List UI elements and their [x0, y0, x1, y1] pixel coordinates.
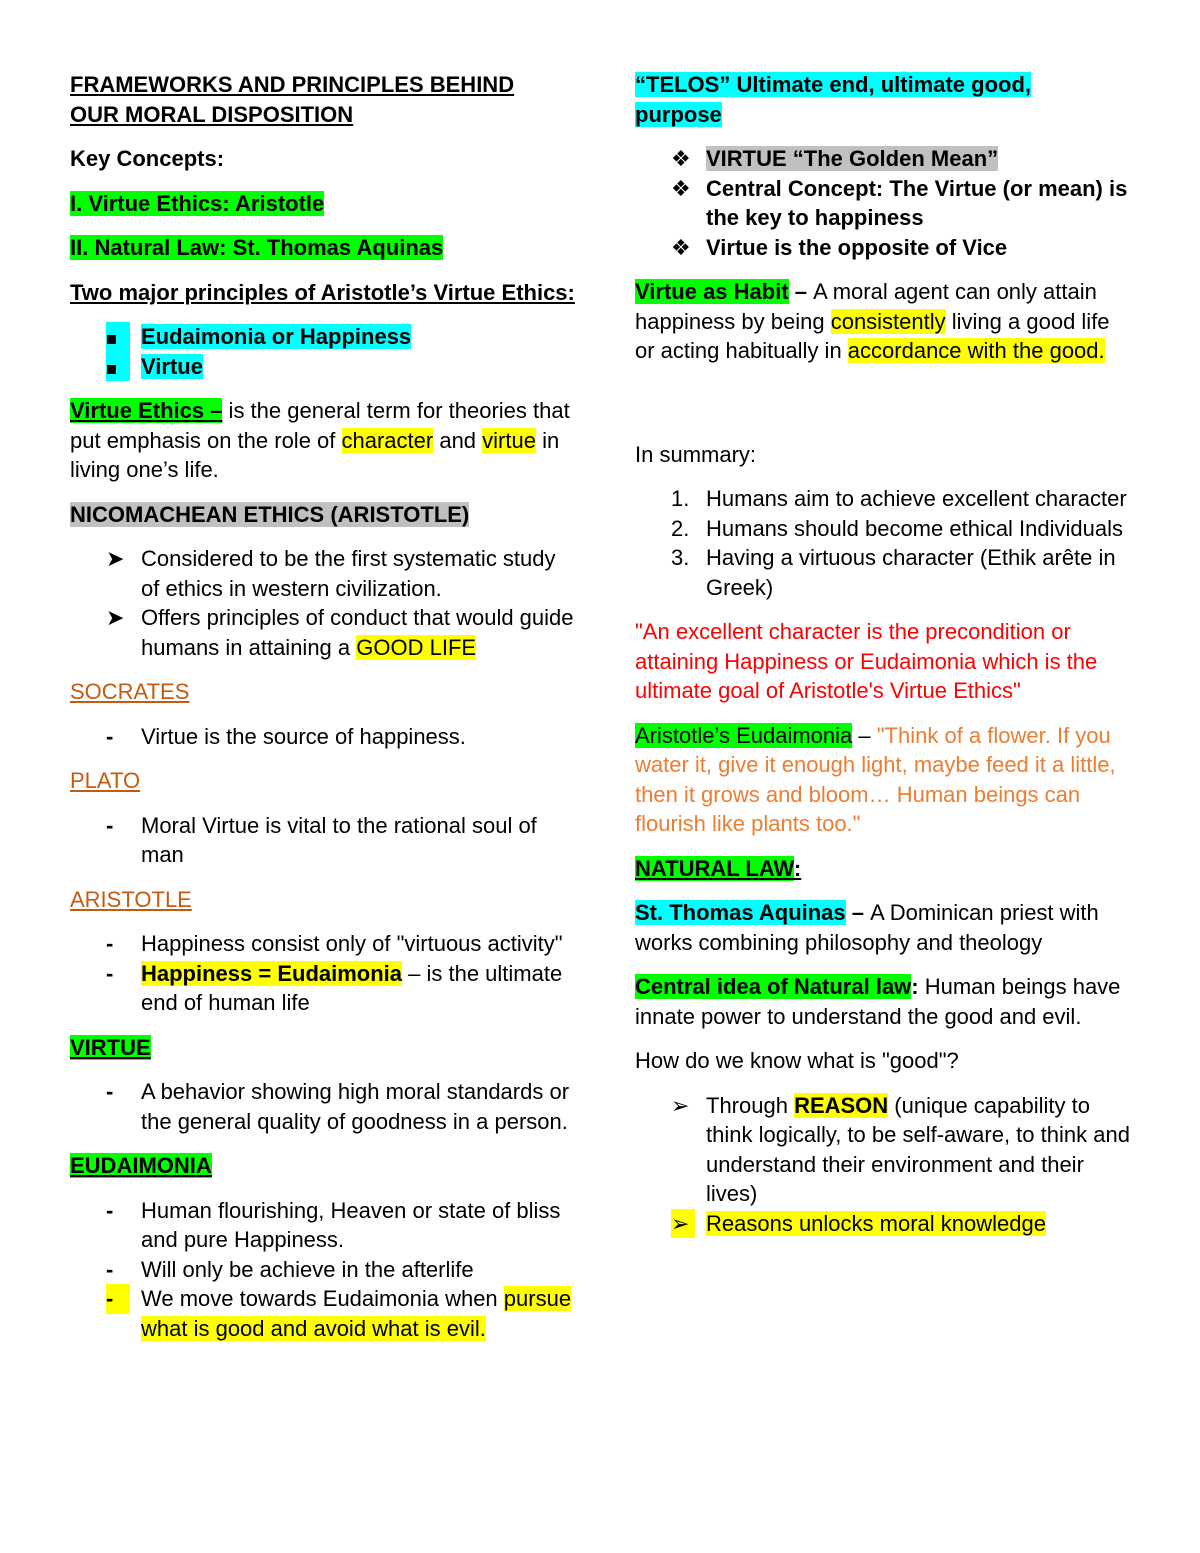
list-item: 1. Humans aim to achieve excellent character	[635, 484, 1135, 514]
central-idea: Central idea of Natural law: Human beings have innate power to understand the good and evil.	[635, 974, 1121, 1029]
list-item: - Virtue is the source of happiness.	[70, 722, 575, 752]
concept-virtue-ethics: I. Virtue Ethics: Aristotle	[70, 190, 325, 216]
arrow-bullet-icon: ➢	[671, 1209, 695, 1239]
list-item: ➢ Through REASON (unique capability to think logically, to be self-aware, to think and understand their environment and their lives)	[671, 1092, 1130, 1206]
arrow-bullet-icon: ➤	[106, 546, 125, 571]
list-item: - Happiness = Eudaimonia – is the ultimate end of human life	[106, 960, 563, 1015]
dash-bullet-icon: -	[106, 960, 114, 986]
right-column	[635, 70, 1135, 1253]
socrates-heading: SOCRATES	[70, 679, 190, 704]
excellent-character-quote: "An excellent character is the precondition or attaining Happiness or Eudaimonia which is the ultimate goal of Aristotle's Virtue Ethics"	[635, 619, 1098, 703]
nicomachean-heading: NICOMACHEAN ETHICS (ARISTOTLE)	[70, 501, 470, 527]
eudaimonia-heading: EUDAIMONIA	[70, 1153, 212, 1178]
list-number: 3.	[671, 545, 690, 570]
list-item: 3. Having a virtuous character (Ethik arête in Greek)	[671, 545, 1116, 600]
eudaimonia-list	[70, 1196, 575, 1344]
dash-bullet-icon: -	[106, 931, 114, 956]
list-item: ❖ VIRTUE “The Golden Mean”	[635, 144, 1135, 174]
socrates-list	[70, 722, 575, 752]
natural-law-heading: NATURAL LAW:	[635, 855, 802, 881]
virtue-mean-list	[635, 144, 1135, 262]
blank-line	[635, 381, 1135, 410]
how-good-question: How do we know what is "good"?	[635, 1048, 959, 1073]
square-bullet-icon	[106, 322, 130, 352]
aristotle-list	[70, 929, 575, 1018]
dash-bullet-icon: -	[106, 723, 114, 749]
aquinas-description: St. Thomas Aquinas – A Dominican priest with works combining philosophy and theology	[635, 900, 1099, 955]
virtue-heading: VIRTUE	[70, 1034, 151, 1060]
list-number: 1.	[671, 486, 690, 511]
list-item: - We move towards Eudaimonia when pursue what is good and avoid what is evil.	[106, 1286, 572, 1341]
telos-heading: “TELOS” Ultimate end, ultimate good, purpose	[635, 72, 1032, 127]
list-number: 2.	[671, 515, 690, 541]
diamond-bullet-icon: ❖	[671, 175, 691, 201]
arrow-bullet-icon: ➤	[106, 605, 125, 630]
list-item: ➤ Offers principles of conduct that would guide humans in attaining a GOOD LIFE	[106, 605, 574, 660]
summary-intro: In summary:	[635, 441, 757, 467]
arrow-bullet-icon: ➢	[671, 1092, 690, 1118]
left-column	[70, 70, 575, 1358]
dash-bullet-icon: -	[106, 1079, 114, 1104]
nicomachean-list	[70, 544, 575, 662]
key-concepts-label: Key Concepts:	[70, 146, 225, 171]
reason-list	[635, 1091, 1135, 1239]
square-bullet-icon	[106, 352, 130, 382]
list-item: - Human flourishing, Heaven or state of bliss and pure Happiness.	[106, 1197, 561, 1252]
dash-bullet-icon: -	[106, 1256, 114, 1282]
list-item: ❖ Virtue is the opposite of Vice	[635, 233, 1135, 263]
summary-list	[635, 484, 1135, 602]
list-item: 2. Humans should become ethical Individuals	[635, 514, 1135, 544]
diamond-bullet-icon: ❖	[671, 234, 691, 260]
aristotle-eudaimonia: Aristotle’s Eudaimonia – "Think of a flower. If you water it, give it enough light, maybe feed it a little, then it grows and bloom… Human beings can flourish like plants too."	[635, 722, 1116, 836]
dash-bullet-icon: -	[106, 1284, 130, 1314]
virtue-list	[70, 1077, 575, 1136]
dash-bullet-icon: -	[106, 1197, 114, 1223]
list-item: - Will only be achieve in the afterlife	[70, 1255, 575, 1285]
aristotle-heading: ARISTOTLE	[70, 886, 192, 912]
list-item: - Moral Virtue is vital to the rational soul of man	[106, 812, 537, 867]
diamond-bullet-icon: ❖	[671, 146, 691, 171]
document-title: FRAMEWORKS AND PRINCIPLES BEHIND OUR MORAL DISPOSITION	[70, 72, 515, 127]
virtue-as-habit: Virtue as Habit – A moral agent can only attain happiness by being consistently living a good life or acting habitually in accordance with the good.	[635, 279, 1110, 363]
list-item: Virtue	[70, 352, 575, 382]
concept-natural-law: II. Natural Law: St. Thomas Aquinas	[70, 235, 444, 260]
list-item: ➤ Considered to be the first systematic study of ethics in western civilization.	[106, 546, 556, 601]
list-item: - Happiness consist only of "virtuous activity"	[70, 929, 575, 959]
plato-list	[70, 811, 575, 870]
list-item: - A behavior showing high moral standards or the general quality of goodness in a person.	[106, 1079, 570, 1134]
two-principles-heading: Two major principles of Aristotle’s Virtue Ethics:	[70, 279, 575, 305]
principles-list	[70, 322, 575, 381]
list-item: Eudaimonia or Happiness	[70, 322, 575, 352]
list-item: ➢ Reasons unlocks moral knowledge	[635, 1209, 1135, 1239]
list-item: ❖ Central Concept: The Virtue (or mean) is the key to happiness	[671, 175, 1128, 230]
plato-heading: PLATO	[70, 768, 141, 793]
virtue-ethics-definition: Virtue Ethics – is the general term for theories that put emphasis on the role of character and virtue in living one’s life.	[70, 398, 570, 482]
dash-bullet-icon: -	[106, 812, 114, 838]
